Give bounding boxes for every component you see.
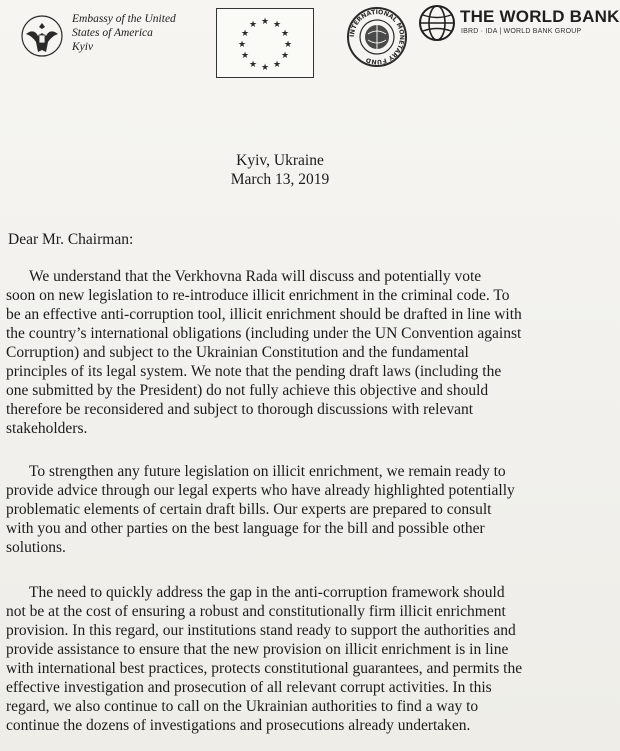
text-line: effective investigation and prosecution of all relevant corrupt activities. In this [6, 679, 492, 696]
text-line: be an effective anti-corruption tool, illicit enrichment should be drafted in line with [6, 306, 522, 323]
svg-text:★: ★ [272, 20, 282, 30]
eu-stars-icon [217, 9, 313, 77]
text-line: the country’s international obligations (including under the UN Convention against [6, 325, 522, 342]
text-line: provision. In this regard, our institutions stand ready to support the authorities and [6, 622, 516, 639]
paragraph-3 [6, 583, 612, 735]
eu-flag-logo [216, 8, 314, 78]
text-line: provide advice through our legal experts who have already highlighted potentially [6, 482, 515, 499]
letter-place: Kyiv, Ukraine [236, 152, 324, 169]
text-line: stakeholders. [6, 420, 88, 437]
text-line: with you and other parties on the best language for the bill and possible other [6, 520, 485, 537]
svg-text:★: ★ [272, 60, 282, 70]
text-line: solutions. [6, 539, 66, 556]
embassy-name [72, 12, 176, 54]
svg-text:★: ★ [260, 63, 270, 73]
text-line: therefore be reconsidered and subject to thorough discussions with relevant [6, 401, 474, 418]
paragraph-1 [6, 267, 612, 438]
text-line: To strengthen any future legislation on illicit enrichment, we remain ready to [6, 463, 506, 480]
world-bank-logo [418, 4, 618, 44]
salutation: Dear Mr. Chairman: [8, 231, 134, 248]
svg-text:★: ★ [280, 29, 290, 39]
svg-text:★: ★ [280, 51, 290, 61]
world-bank-globe-icon [418, 4, 456, 42]
text-line: one submitted by the President) do not fully achieve this objective and should [6, 382, 489, 399]
world-bank-subtitle: IBRD · IDA | WORLD BANK GROUP [461, 28, 582, 35]
place-date-block [0, 151, 560, 189]
text-line: Corruption) and subject to the Ukrainian Constitution and the fundamental [6, 344, 469, 361]
text-line: We understand that the Verkhovna Rada will discuss and potentially vote [6, 268, 482, 285]
embassy-line-3: Kyiv [72, 41, 94, 53]
svg-text:★: ★ [248, 60, 258, 70]
us-great-seal-icon [20, 14, 64, 58]
text-line: not be at the cost of ensuring a robust and constitutionally firm illicit enrichment [6, 603, 506, 620]
text-line: principles of its legal system. We note that the pending draft laws (including the [6, 363, 502, 380]
text-line: regard, we also continue to call on the Ukrainian authorities to find a way to [6, 698, 479, 715]
svg-text:★: ★ [237, 40, 247, 50]
svg-text:★: ★ [248, 20, 258, 30]
paragraph-2 [6, 462, 612, 557]
svg-text:INTERNATIONAL MONETARY FUND: INTERNATIONAL MONETARY FUND [348, 8, 406, 66]
svg-text:★: ★ [283, 40, 293, 50]
text-line: problematic elements of certain draft bills. Our experts are prepared to consult [6, 501, 492, 518]
text-line: provide assistance to ensure that the new provision on illicit enrichment is in line [6, 641, 509, 658]
embassy-line-2: States of America [72, 27, 153, 39]
text-line: The need to quickly address the gap in the anti-corruption framework should [6, 584, 505, 601]
imf-seal-icon [346, 6, 408, 68]
svg-text:★: ★ [260, 17, 270, 27]
embassy-line-1: Embassy of the United [72, 13, 176, 25]
text-line: with international best practices, protects constitutional guarantees, and permits the [6, 660, 523, 677]
svg-text:★: ★ [240, 29, 250, 39]
world-bank-name: THE WORLD BANK [460, 7, 620, 26]
svg-text:★: ★ [240, 51, 250, 61]
text-line: soon on new legislation to re-introduce illicit enrichment in the criminal code. To [6, 287, 510, 304]
text-line: continue the dozens of investigations and prosecutions already undertaken. [6, 717, 471, 734]
us-embassy-letterhead [20, 12, 205, 62]
letter-date: March 13, 2019 [230, 171, 330, 188]
